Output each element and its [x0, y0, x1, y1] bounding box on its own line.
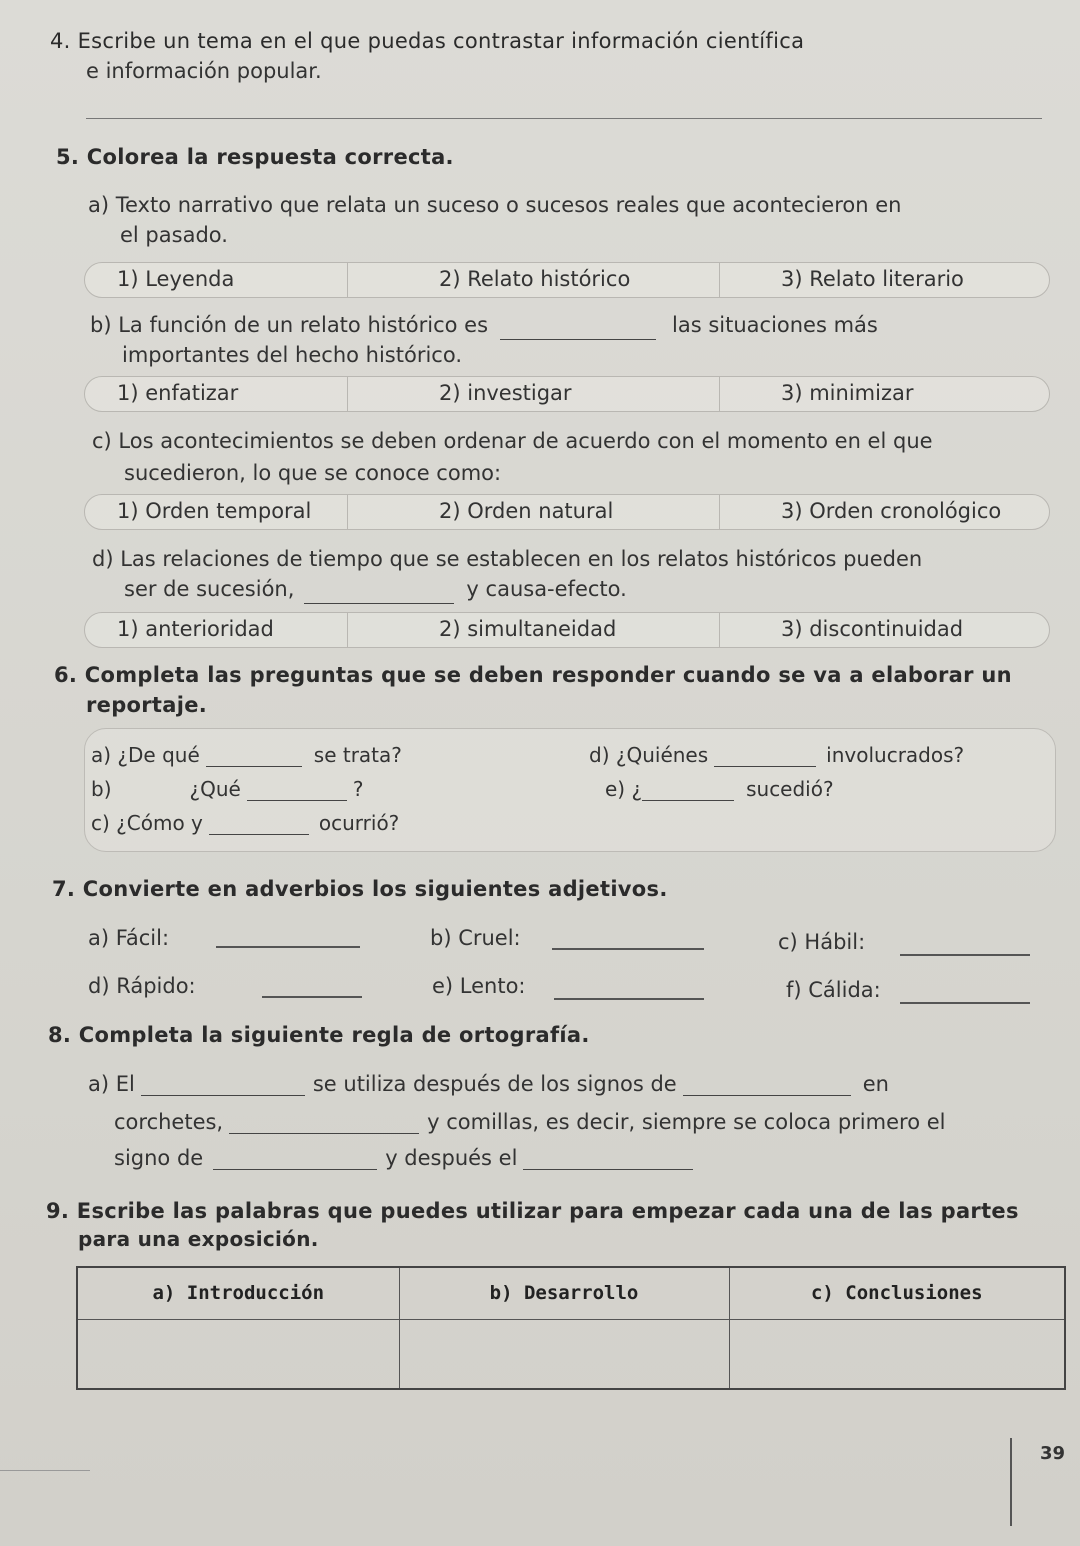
separator: [719, 495, 720, 529]
q5c-option-1[interactable]: 1) Orden temporal: [117, 499, 312, 523]
q5b-options: [84, 376, 1050, 412]
q5d-option-2[interactable]: 2) simultaneidad: [439, 617, 617, 641]
q5d-text-line1: d) Las relaciones de tiempo que se establecen en los relatos históricos pueden: [92, 547, 923, 571]
q9-table: [76, 1266, 1066, 1390]
q8-l1-part1: a) El: [88, 1072, 135, 1096]
q7b-blank[interactable]: [552, 948, 704, 950]
q6c-part2: ocurrió?: [318, 811, 400, 835]
q6a-blank[interactable]: [206, 745, 302, 767]
q5c-option-2[interactable]: 2) Orden natural: [439, 499, 614, 523]
q9-header-row: [77, 1267, 1065, 1319]
q7-heading: 7. Convierte en adverbios los siguientes adjetivos.: [52, 877, 668, 901]
q8-blank-5[interactable]: [523, 1148, 693, 1170]
q6-item-b: [91, 777, 363, 801]
q7f-blank[interactable]: [900, 1002, 1030, 1004]
q5b-blank[interactable]: [500, 318, 656, 340]
q6-item-c: [91, 811, 399, 835]
q9-cell-intro[interactable]: [77, 1319, 399, 1389]
q5a-option-2[interactable]: 2) Relato histórico: [439, 267, 631, 291]
q8-l3-part1: signo de: [114, 1146, 204, 1170]
q6d-part2: involucrados?: [826, 743, 965, 767]
q9-col-conclusiones: c) Conclusiones: [729, 1267, 1065, 1319]
q7-item-d: d) Rápido:: [88, 974, 196, 998]
q8-line2: [114, 1110, 945, 1134]
separator: [347, 263, 348, 297]
q6-heading-line1: 6. Completa las preguntas que se deben responder cuando se va a elaborar un: [54, 663, 1012, 687]
page-number: 39: [1040, 1443, 1066, 1464]
q5b-option-1[interactable]: 1) enfatizar: [117, 381, 239, 405]
q4-heading-line1: 4. Escribe un tema en el que puedas contrastar información científica: [50, 29, 805, 53]
q6a-part2: se trata?: [313, 743, 402, 767]
q9-cell-conclusiones[interactable]: [729, 1319, 1065, 1389]
q5c-text-line2: sucedieron, lo que se conoce como:: [124, 461, 502, 485]
q6c-part1: c) ¿Cómo y: [91, 811, 203, 835]
q5a-text-line1: a) Texto narrativo que relata un suceso o sucesos reales que acontecieron en: [88, 193, 902, 217]
q9-answer-row: [77, 1319, 1065, 1389]
q8-blank-4[interactable]: [213, 1148, 377, 1170]
separator: [347, 377, 348, 411]
q9-heading-line2: para una exposición.: [78, 1227, 319, 1251]
q6e-blank[interactable]: [642, 779, 734, 801]
q5d-blank[interactable]: [304, 582, 454, 604]
q5d-text-part2: y causa-efecto.: [466, 577, 627, 601]
q6e-part2: sucedió?: [746, 777, 834, 801]
q6b-blank[interactable]: [247, 779, 347, 801]
q6b-part2: ¿Qué: [189, 777, 241, 801]
q5d-option-3[interactable]: 3) discontinuidad: [781, 617, 964, 641]
q5d-text-part1: ser de sucesión,: [124, 577, 295, 601]
q5-heading: 5. Colorea la respuesta correcta.: [56, 145, 454, 169]
q9-col-desarrollo: b) Desarrollo: [399, 1267, 729, 1319]
q6e-part1: e) ¿: [605, 777, 643, 801]
footer-divider: [1010, 1438, 1012, 1526]
q6-heading-line2: reportaje.: [86, 693, 208, 717]
q6d-blank[interactable]: [714, 745, 816, 767]
q8-line1: [88, 1072, 889, 1096]
q6b-part3: ?: [352, 777, 364, 801]
q5d-text-line2: [124, 574, 627, 604]
q5c-option-3[interactable]: 3) Orden cronológico: [781, 499, 1002, 523]
q9-cell-desarrollo[interactable]: [399, 1319, 729, 1389]
q5b-option-3[interactable]: 3) minimizar: [781, 381, 914, 405]
q5b-text-line2: importantes del hecho histórico.: [122, 343, 462, 367]
separator: [347, 495, 348, 529]
q8-heading: 8. Completa la siguiente regla de ortografía.: [48, 1023, 590, 1047]
q8-l1-part2: se utiliza después de los signos de: [312, 1072, 677, 1096]
q7-item-b: b) Cruel:: [430, 926, 521, 950]
q5b-option-2[interactable]: 2) investigar: [439, 381, 572, 405]
q5c-text-line1: c) Los acontecimientos se deben ordenar de acuerdo con el momento en el que: [92, 429, 933, 453]
q5a-option-1[interactable]: 1) Leyenda: [117, 267, 235, 291]
footer-rule: [0, 1470, 90, 1471]
q5a-option-3[interactable]: 3) Relato literario: [781, 267, 964, 291]
q6-item-a: [91, 743, 402, 767]
q5b-text-line1: [90, 310, 878, 340]
q7d-blank[interactable]: [262, 996, 362, 998]
q4-heading: [50, 26, 804, 56]
q7-item-c: c) Hábil:: [778, 930, 866, 954]
q5b-text-part1: b) La función de un relato histórico es: [90, 313, 489, 337]
q6b-part1: b): [91, 777, 112, 801]
q8-blank-1[interactable]: [141, 1074, 305, 1096]
q8-l2-part2: y comillas, es decir, siempre se coloca primero el: [427, 1110, 946, 1134]
q5d-options: [84, 612, 1050, 648]
q8-l1-part3: en: [862, 1072, 889, 1096]
q5c-options: [84, 494, 1050, 530]
q8-blank-2[interactable]: [683, 1074, 851, 1096]
q6c-blank[interactable]: [209, 813, 309, 835]
q5a-text-line2: el pasado.: [120, 223, 228, 247]
q4-heading-line2: e información popular.: [86, 59, 322, 83]
q5b-text-part2: las situaciones más: [672, 313, 878, 337]
q6-item-e: [605, 777, 834, 801]
separator: [719, 377, 720, 411]
q8-blank-3[interactable]: [229, 1112, 419, 1134]
q6-questions-box: [84, 728, 1056, 852]
separator: [347, 613, 348, 647]
q7a-blank[interactable]: [216, 946, 360, 948]
q7c-blank[interactable]: [900, 954, 1030, 956]
q7e-blank[interactable]: [554, 998, 704, 1000]
q8-l2-part1: corchetes,: [114, 1110, 224, 1134]
q7-item-f: f) Cálida:: [786, 978, 881, 1002]
q5d-option-1[interactable]: 1) anterioridad: [117, 617, 274, 641]
q4-answer-line[interactable]: [86, 118, 1042, 119]
q8-l3-part2: y después el: [385, 1146, 518, 1170]
q7-item-e: e) Lento:: [432, 974, 526, 998]
q6a-part1: a) ¿De qué: [91, 743, 200, 767]
q9-col-intro: a) Introducción: [77, 1267, 399, 1319]
separator: [719, 613, 720, 647]
separator: [719, 263, 720, 297]
q8-line3: [114, 1146, 699, 1170]
q7-item-a: a) Fácil:: [88, 926, 170, 950]
q5a-options: [84, 262, 1050, 298]
q6d-part1: d) ¿Quiénes: [589, 743, 709, 767]
q6-item-d: [589, 743, 964, 767]
q9-heading-line1: 9. Escribe las palabras que puedes utilizar para empezar cada una de las partes: [46, 1199, 1019, 1223]
